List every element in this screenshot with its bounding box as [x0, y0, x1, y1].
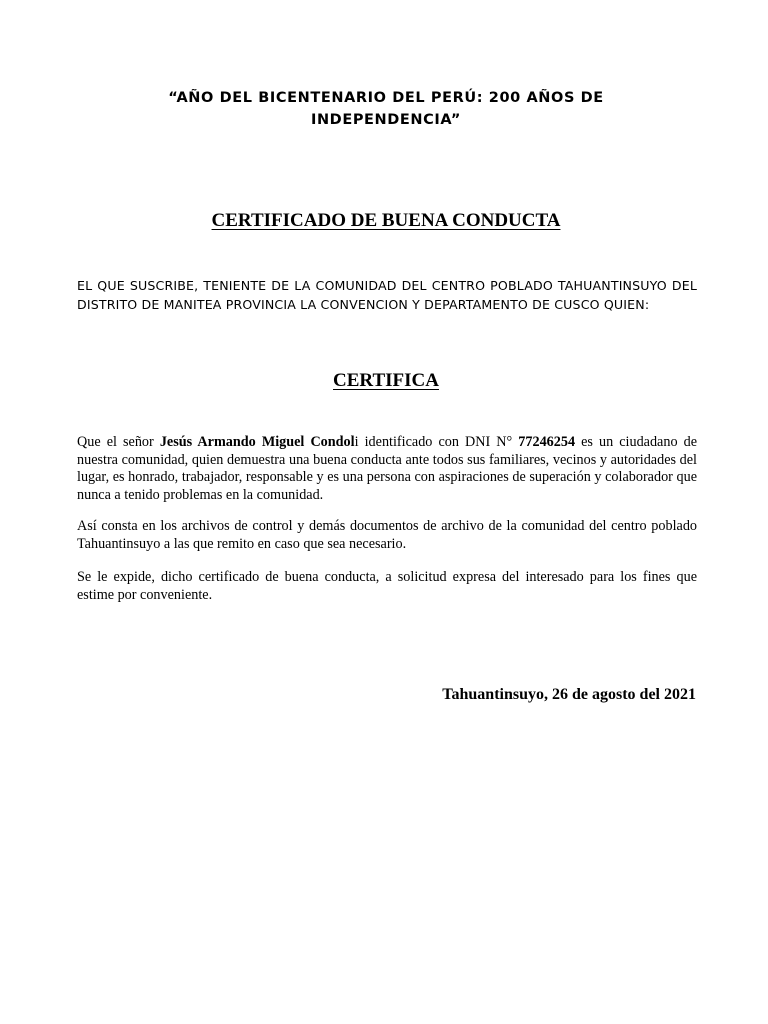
- paragraph-prefix: Que el señor: [77, 434, 160, 450]
- certification-paragraph: [77, 434, 697, 504]
- dni-number: 77246254: [518, 434, 576, 450]
- place-date-line: Tahuantinsuyo, 26 de agosto del 2021: [442, 686, 696, 703]
- document-title: CERTIFICADO DE BUENA CONDUCTA: [211, 210, 561, 231]
- certifica-heading: CERTIFICA: [333, 370, 439, 391]
- intro-paragraph: EL QUE SUSCRIBE, TENIENTE DE LA COMUNIDAD DEL CENTRO POBLADO TAHUANTINSUYO DEL DISTRITO DE MANITEA PROVINCIA LA CONVENCION Y DEPARTAMENTO DE CUSCO QUIEN:: [77, 278, 697, 312]
- person-name: Jesús Armando Miguel Condol: [159, 434, 355, 450]
- year-title: “AÑO DEL BICENTENARIO DEL PERÚ: 200 AÑOS DE INDEPENDENCIA”: [168, 90, 604, 128]
- records-paragraph: Así consta en los archivos de control y demás documentos de archivo de la comunidad del centro poblado Tahuantinsuyo a las que remito en caso que sea necesario.: [77, 518, 697, 552]
- issuance-paragraph: Se le expide, dicho certificado de buena conducta, a solicitud expresa del interesado para los fines que estime por conveniente.: [77, 569, 697, 603]
- paragraph-suffix: es un ciudadano de nuestra comunidad, quien demuestra una buena conducta ante todos sus familiares, vecinos y autoridades del lugar, es honrado, trabajador, responsable y es una persona con aspiraciones de superación y colaborador que nunca a tenido problemas en la comunidad.: [77, 434, 698, 503]
- paragraph-middle: i identificado con DNI N°: [354, 434, 519, 450]
